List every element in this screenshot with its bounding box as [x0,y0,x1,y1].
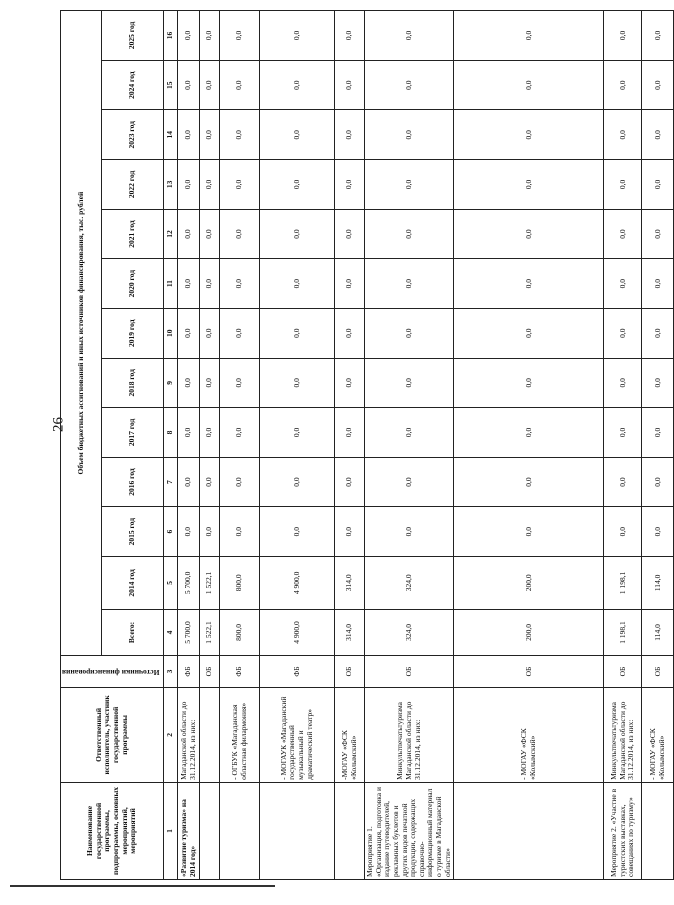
header-executor: Ответственный исполнитель, участник государственной программы [61,687,164,782]
row-value-cell: 0,0 [220,507,260,557]
table-row [200,11,220,880]
row-value-cell: 0,0 [604,259,642,309]
row-total-cell: 314,0 [335,609,365,655]
row-value-cell: 0,0 [642,457,674,507]
row-value-cell: 0,0 [335,209,365,259]
header-year: 2014 год [102,556,164,609]
row-value-cell: 0,0 [335,60,365,110]
column-number: 10 [164,308,178,358]
column-number: 11 [164,259,178,309]
row-total-cell: 200,0 [454,609,604,655]
header-year: 2023 год [102,110,164,160]
header-name: Наименование государственной программы, подпрограммы, основных мероприятий, мероприятий [61,782,164,879]
row-value-cell: 0,0 [220,209,260,259]
row-value-cell: 5 700,0 [178,556,200,609]
header-year: 2022 год [102,160,164,210]
row-value-cell: 0,0 [365,408,454,458]
row-value-cell: 0,0 [335,507,365,557]
row-value-cell: 0,0 [604,11,642,61]
row-value-cell: 0,0 [220,160,260,210]
header-source: Источники финансирования [61,656,164,688]
row-value-cell: 0,0 [365,308,454,358]
row-executor-cell: - МОГАУ «ФСК «Колымский» [642,687,674,782]
row-value-cell: 0,0 [365,209,454,259]
row-executor-cell: Магаданской области до 31.12.2014, из них: [178,687,200,782]
row-source-cell: ФБ [178,656,200,688]
row-value-cell: 0,0 [604,160,642,210]
column-number: 2 [164,687,178,782]
row-value-cell: 4 900,0 [260,556,335,609]
row-name-cell [220,782,260,879]
row-value-cell: 0,0 [200,259,220,309]
column-number: 6 [164,507,178,557]
row-total-cell: 1 522,1 [200,609,220,655]
row-value-cell: 0,0 [178,507,200,557]
row-source-cell: ФБ [260,656,335,688]
row-value-cell: 0,0 [454,408,604,458]
header-year: 2021 год [102,209,164,259]
row-value-cell: 0,0 [200,209,220,259]
row-value-cell: 0,0 [365,110,454,160]
table-row [642,11,674,880]
row-value-cell: 0,0 [642,408,674,458]
row-value-cell: 0,0 [260,110,335,160]
row-value-cell: 0,0 [178,259,200,309]
row-value-cell: 0,0 [260,408,335,458]
row-value-cell: 0,0 [642,507,674,557]
row-value-cell: 0,0 [260,457,335,507]
row-value-cell: 0,0 [260,507,335,557]
table-row [454,11,604,880]
table-row [604,11,642,880]
row-name-cell [642,782,674,879]
row-source-cell: ФБ [220,656,260,688]
row-value-cell: 1 522,1 [200,556,220,609]
row-value-cell: 0,0 [604,358,642,408]
row-value-cell: 0,0 [178,358,200,408]
row-executor-cell [200,687,220,782]
row-value-cell: 0,0 [642,259,674,309]
row-name-cell: «Развитие туризма» на 2014 год» [178,782,200,879]
row-value-cell: 0,0 [604,308,642,358]
row-value-cell: 0,0 [642,358,674,408]
footer-rule [10,885,275,887]
row-executor-cell: - МОГАУК «Магаданский государственный музыкальный и драматический театр» [260,687,335,782]
table-row [260,11,335,880]
row-value-cell: 0,0 [200,507,220,557]
row-executor-cell: Минкультпечатьтуризма Магаданской области до 31.12.2014, из них: [365,687,454,782]
row-value-cell: 0,0 [454,457,604,507]
column-number: 13 [164,160,178,210]
column-number: 1 [164,782,178,879]
row-value-cell: 0,0 [365,457,454,507]
row-value-cell: 800,0 [220,556,260,609]
header-year: 2020 год [102,259,164,309]
row-value-cell: 0,0 [365,160,454,210]
row-value-cell: 0,0 [604,507,642,557]
table-row [178,11,200,880]
row-value-cell: 0,0 [335,408,365,458]
row-total-cell: 1 198,1 [604,609,642,655]
row-value-cell: 200,0 [454,556,604,609]
row-value-cell: 0,0 [365,358,454,408]
header-year: 2019 год [102,308,164,358]
column-number: 15 [164,60,178,110]
column-number: 9 [164,358,178,408]
row-source-cell: ОБ [365,656,454,688]
table-row [335,11,365,880]
row-value-cell: 0,0 [604,209,642,259]
row-executor-cell: Минкультпечатьтуризма Магаданской области до 31.12.2014, из них: [604,687,642,782]
row-value-cell: 0,0 [200,457,220,507]
row-executor-cell: - ОГБУК «Магаданская областная филармония» [220,687,260,782]
row-value-cell: 0,0 [454,11,604,61]
row-value-cell: 0,0 [642,308,674,358]
row-value-cell: 0,0 [220,308,260,358]
header-year: 2025 год [102,11,164,61]
row-name-cell [260,782,335,879]
table-row [220,11,260,880]
row-value-cell: 1 198,1 [604,556,642,609]
row-source-cell: ОБ [642,656,674,688]
row-value-cell: 114,0 [642,556,674,609]
row-value-cell: 0,0 [454,308,604,358]
row-value-cell: 0,0 [454,209,604,259]
row-value-cell: 0,0 [454,110,604,160]
row-value-cell: 0,0 [200,160,220,210]
row-value-cell: 0,0 [220,408,260,458]
row-value-cell: 0,0 [260,11,335,61]
row-value-cell: 0,0 [260,358,335,408]
row-name-cell [335,782,365,879]
row-value-cell: 0,0 [604,408,642,458]
column-number: 5 [164,556,178,609]
row-source-cell: ОБ [200,656,220,688]
row-value-cell: 0,0 [335,11,365,61]
row-value-cell: 0,0 [335,308,365,358]
row-value-cell: 0,0 [335,358,365,408]
row-value-cell: 0,0 [260,308,335,358]
row-total-cell: 114,0 [642,609,674,655]
row-value-cell: 0,0 [200,358,220,408]
row-name-cell [200,782,220,879]
row-value-cell: 0,0 [220,457,260,507]
row-value-cell: 0,0 [260,259,335,309]
row-value-cell: 0,0 [178,209,200,259]
column-number: 4 [164,609,178,655]
header-year: 2024 год [102,60,164,110]
row-value-cell: 0,0 [454,160,604,210]
row-executor-cell: - МОГАУ «ФСК «Колымский» [454,687,604,782]
column-number: 16 [164,11,178,61]
row-value-cell: 0,0 [335,160,365,210]
row-value-cell: 0,0 [200,308,220,358]
row-value-cell: 0,0 [178,11,200,61]
financing-table [60,10,674,880]
row-value-cell: 0,0 [335,457,365,507]
row-value-cell: 0,0 [642,209,674,259]
row-value-cell: 0,0 [200,60,220,110]
row-value-cell: 0,0 [454,507,604,557]
row-value-cell: 0,0 [178,457,200,507]
row-value-cell: 0,0 [220,259,260,309]
row-value-cell: 0,0 [454,259,604,309]
header-volume: Объем бюджетных ассигнований и иных источников финансирования, тыс. рублей [61,11,102,656]
row-value-cell: 0,0 [178,60,200,110]
row-value-cell: 0,0 [178,408,200,458]
row-value-cell: 0,0 [220,11,260,61]
row-value-cell: 0,0 [642,110,674,160]
column-number: 8 [164,408,178,458]
row-executor-cell: -МОГАУ «ФСК «Колымский» [335,687,365,782]
row-value-cell: 0,0 [220,358,260,408]
row-value-cell: 0,0 [335,259,365,309]
row-value-cell: 0,0 [178,110,200,160]
row-value-cell: 0,0 [200,110,220,160]
row-source-cell: ОБ [454,656,604,688]
row-value-cell: 0,0 [604,110,642,160]
row-value-cell: 0,0 [365,259,454,309]
row-value-cell: 0,0 [200,11,220,61]
row-value-cell: 0,0 [365,60,454,110]
row-value-cell: 0,0 [604,60,642,110]
row-value-cell: 0,0 [454,60,604,110]
row-total-cell: 800,0 [220,609,260,655]
row-value-cell: 0,0 [200,408,220,458]
row-value-cell: 0,0 [260,160,335,210]
row-value-cell: 0,0 [642,11,674,61]
row-value-cell: 0,0 [260,60,335,110]
column-number: 7 [164,457,178,507]
row-value-cell: 0,0 [454,358,604,408]
row-source-cell: ОБ [335,656,365,688]
row-name-cell [454,782,604,879]
row-total-cell: 324,0 [365,609,454,655]
table-row [365,11,454,880]
rotated-table-wrapper [60,10,666,880]
column-number: 3 [164,656,178,688]
header-year: 2016 год [102,457,164,507]
row-value-cell: 0,0 [642,160,674,210]
row-value-cell: 0,0 [335,110,365,160]
row-value-cell: 0,0 [178,160,200,210]
row-value-cell: 0,0 [642,60,674,110]
row-value-cell: 0,0 [365,11,454,61]
row-value-cell: 0,0 [220,60,260,110]
row-value-cell: 314,0 [335,556,365,609]
row-name-cell: Мероприятие 1. «Организация, подготовка и издание путеводителей, рекламных буклетов и других видов печатной продукции, содержащих справочно-информационный материал о туризме в Магаданской области» [365,782,454,879]
row-value-cell: 0,0 [220,110,260,160]
column-number: 12 [164,209,178,259]
row-total-cell: 4 900,0 [260,609,335,655]
column-number: 14 [164,110,178,160]
row-value-cell: 0,0 [178,308,200,358]
header-year: 2017 год [102,408,164,458]
row-source-cell: ОБ [604,656,642,688]
row-value-cell: 0,0 [260,209,335,259]
row-name-cell: Мероприятие 2. «Участие в туристских выставках, совещаниях по туризму» [604,782,642,879]
row-value-cell: 0,0 [365,507,454,557]
row-value-cell: 0,0 [604,457,642,507]
header-year: 2015 год [102,507,164,557]
row-value-cell: 324,0 [365,556,454,609]
row-total-cell: 5 700,0 [178,609,200,655]
header-total: Всего: [102,609,164,655]
page-number: 26 [50,417,67,432]
header-year: 2018 год [102,358,164,408]
